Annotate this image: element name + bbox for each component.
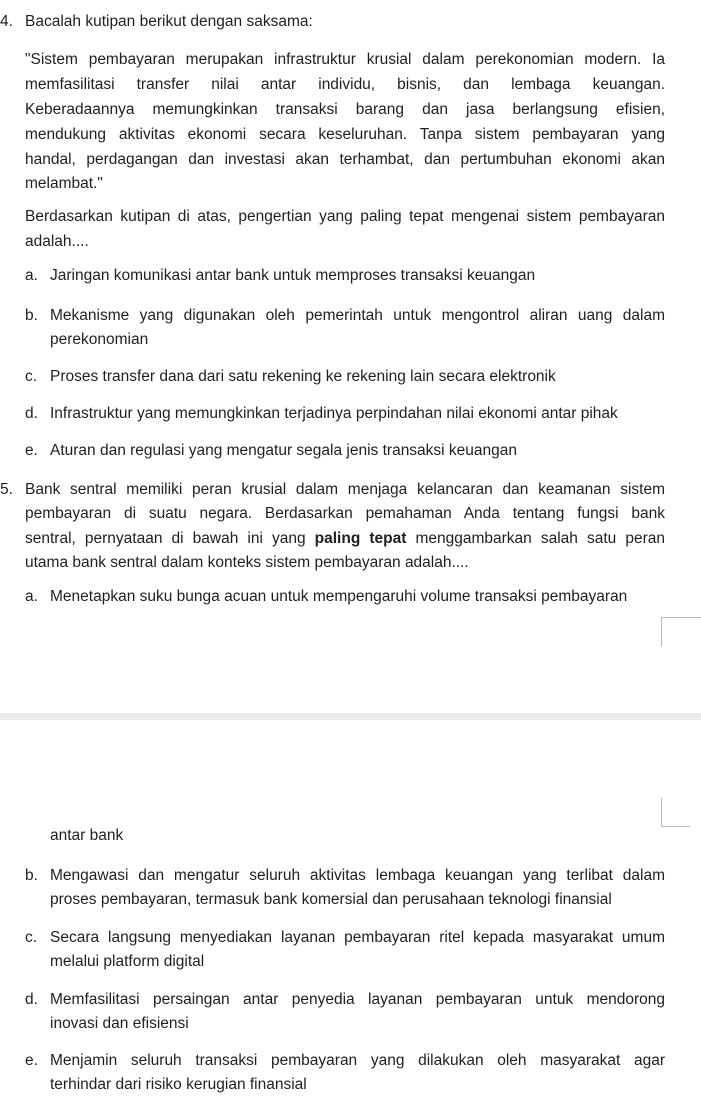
q5-number: 5.	[0, 481, 13, 498]
quote-line: Keberadaannya memungkinkan transaksi barang dan jasa berlangsung efisien,	[25, 101, 665, 118]
stem-line-with-emphasis	[25, 529, 665, 549]
quote-line: mendukung aktivitas ekonomi secara keseluruhan. Tanpa sistem pembayaran yang	[25, 126, 665, 143]
option-letter: a.	[25, 588, 38, 605]
page-corner-mark	[661, 798, 690, 827]
quote-line: melambat."	[25, 175, 103, 192]
option-text: Mengawasi dan mengatur seluruh aktivitas lembaga keuangan yang terlibat dalam	[50, 867, 665, 884]
option-letter: d.	[25, 991, 38, 1008]
stem-line: pembayaran di suatu negara. Berdasarkan pemahaman Anda tentang fungsi bank	[25, 505, 665, 522]
option-letter: e.	[25, 1052, 38, 1069]
option-letter: b.	[25, 307, 38, 324]
option-text: perekonomian	[50, 331, 149, 348]
option-letter: c.	[25, 929, 38, 946]
option-text: antar bank	[50, 827, 124, 844]
option-text: melalui platform digital	[50, 953, 205, 970]
option-letter: b.	[25, 867, 38, 884]
option-letter: a.	[25, 267, 38, 284]
question-line: Berdasarkan kutipan di atas, pengertian yang paling tepat mengenai sistem pembayaran	[25, 208, 665, 225]
option-text: Aturan dan regulasi yang mengatur segala jenis transaksi keuangan	[50, 442, 518, 459]
stem-emphasis: paling tepat	[314, 530, 407, 547]
stem-text: menggambarkan salah satu peran	[406, 530, 665, 547]
quote-line: memfasilitasi transfer nilai antar individu, bisnis, dan lembaga keuangan.	[25, 76, 665, 93]
option-letter: e.	[25, 442, 38, 459]
option-text: Menetapkan suku bunga acuan untuk mempengaruhi volume transaksi pembayaran	[50, 588, 628, 605]
option-text: terhindar dari risiko kerugian finansial	[50, 1076, 307, 1093]
q4-instruction: Bacalah kutipan berikut dengan saksama:	[25, 13, 313, 30]
option-text: proses pembayaran, termasuk bank komersial dan perusahaan teknologi finansial	[50, 891, 612, 908]
stem-text: sentral, pernyataan di bawah ini yang	[25, 530, 315, 547]
option-text: inovasi dan efisiensi	[50, 1015, 189, 1032]
option-text: Mekanisme yang digunakan oleh pemerintah untuk mengontrol aliran uang dalam	[50, 307, 665, 324]
option-text: Infrastruktur yang memungkinkan terjadinya perpindahan nilai ekonomi antar pihak	[50, 405, 618, 422]
quote-line: handal, perdagangan dan investasi akan terhambat, dan pertumbuhan ekonomi akan	[25, 151, 665, 168]
stem-line: Bank sentral memiliki peran krusial dalam menjaga kelancaran dan keamanan sistem	[25, 481, 665, 498]
page-corner-mark	[661, 617, 701, 646]
question-line: adalah....	[25, 233, 89, 250]
page-break-divider	[0, 713, 701, 720]
option-letter: c.	[25, 368, 38, 385]
option-text: Secara langsung menyediakan layanan pembayaran ritel kepada masyarakat umum	[50, 929, 665, 946]
option-text: Memfasilitasi persaingan antar penyedia layanan pembayaran untuk mendorong	[50, 991, 665, 1008]
option-text: Jaringan komunikasi antar bank untuk memproses transaksi keuangan	[50, 267, 536, 284]
q4-number: 4.	[0, 13, 13, 30]
option-text: Menjamin seluruh transaksi pembayaran yang dilakukan oleh masyarakat agar	[50, 1052, 665, 1069]
quote-line: "Sistem pembayaran merupakan infrastruktur krusial dalam perekonomian modern. Ia	[25, 51, 665, 68]
option-text: Proses transfer dana dari satu rekening ke rekening lain secara elektronik	[50, 368, 556, 385]
option-letter: d.	[25, 405, 38, 422]
stem-line: utama bank sentral dalam konteks sistem pembayaran adalah....	[25, 554, 469, 571]
